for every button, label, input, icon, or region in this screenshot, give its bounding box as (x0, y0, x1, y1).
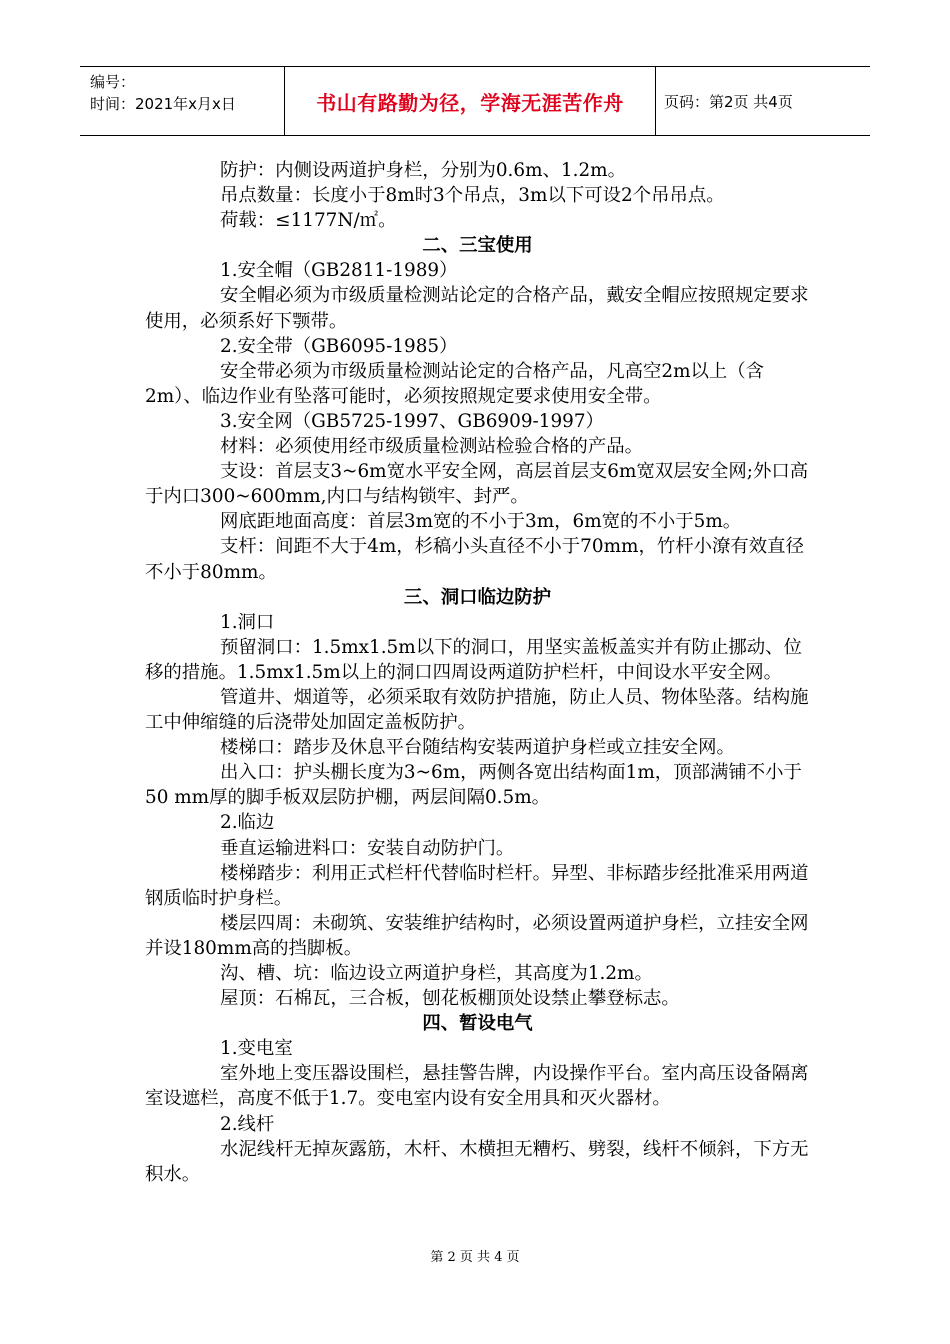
paragraph: 沟、槽、坑：临边设立两道护身栏，其高度为1.2m。 (220, 963, 653, 984)
number-label: 编号： (90, 73, 136, 91)
paragraph: 垂直运输进料口：安装自动防护门。 (220, 837, 515, 859)
paragraph: 2.安全带（GB6095-1985） (220, 335, 458, 357)
paragraph: 楼梯口：踏步及休息平台随结构安装两道护身栏或立挂安全网。 (220, 737, 735, 759)
paragraph: 支设：首层支3~6m宽水平安全网，高层首层支6m宽双层安全网;外口高于内口300~600mm,内口与结构锁牢、封严。 (145, 461, 809, 508)
paragraph: 水泥线杆无掉灰露筋，木杆、木横担无糟朽、劈裂，线杆不倾斜，下方无积水。 (145, 1138, 809, 1185)
header-motto: 书山有路勤为径，学海无涯苦作舟 (284, 67, 656, 135)
paragraph: 预留洞口：1.5mx1.5m以下的洞口，用坚实盖板盖实并有防止挪动、位移的措施。1.5mx1.5m以上的洞口四周设两道防护栏杆，中间设水平安全网。 (145, 636, 802, 683)
paragraph: 荷载：≤1177N/㎡。 (220, 210, 397, 232)
paragraph: 网底距地面高度：首层3m宽的不小于3m，6m宽的不小于5m。 (220, 511, 742, 533)
paragraph: 2.临边 (220, 812, 275, 834)
document-body (145, 158, 810, 1187)
paragraph: 安全带必须为市级质量检测站论定的合格产品，凡高空2m以上（含2m）、临边作业有坠落可能时，必须按照规定要求使用安全带。 (145, 360, 765, 407)
header-page-info: 页码：第2页 共4页 (664, 92, 793, 111)
section-heading: 二、三宝使用 (422, 235, 533, 257)
paragraph: 支杆：间距不大于4m，杉稿小头直径不小于70mm，竹杆小潦有效直径不小于80mm。 (145, 536, 804, 583)
paragraph: 材料：必须使用经市级质量检测站检验合格的产品。 (220, 436, 643, 458)
page-header (80, 66, 870, 136)
section-heading: 三、洞口临边防护 (403, 586, 552, 608)
header-meta (80, 67, 284, 135)
paragraph: 管道井、烟道等，必须采取有效防护措施，防止人员、物体坠落。结构施工中伸缩缝的后浇带处加固定盖板防护。 (145, 686, 809, 734)
paragraph: 吊点数量：长度小于8m时3个吊点，3m以下可设2个吊吊点。 (220, 185, 725, 207)
paragraph: 屋顶：石棉瓦，三合板，刨花板棚顶处设禁止攀登标志。 (220, 988, 680, 1010)
paragraph: 安全帽必须为市级质量检测站论定的合格产品，戴安全帽应按照规定要求使用，必须系好下颚带。 (145, 285, 809, 332)
paragraph: 1.安全帽（GB2811-1989） (220, 260, 458, 282)
paragraph: 楼层四周：未砌筑、安装维护结构时，必须设置两道护身栏，立挂安全网并设180mm高的挡脚板。 (145, 912, 809, 959)
page-footer: 第 2 页 共 4 页 (430, 1250, 520, 1265)
paragraph: 防护：内侧设两道护身栏，分别为0.6m、1.2m。 (220, 160, 627, 181)
section-heading: 四、暂设电气 (422, 1013, 533, 1035)
paragraph: 3.安全网（GB5725-1997、GB6909-1997） (220, 410, 604, 432)
paragraph: 1.洞口 (220, 611, 275, 633)
paragraph: 2.线杆 (220, 1113, 275, 1135)
paragraph: 出入口：护头棚长度为3~6m，两侧各宽出结构面1m，顶部满铺不小于50 mm厚的脚手板双层防护棚，两层间隔0.5m。 (145, 762, 802, 809)
paragraph: 室外地上变压器设围栏，悬挂警告牌，内设操作平台。室内高压设备隔离室设遮栏，高度不低于1.7。变电室内设有安全用具和灭火器材。 (145, 1063, 809, 1110)
date-line: 时间：2021年x月x日 (90, 95, 236, 113)
paragraph: 1.变电室 (220, 1038, 293, 1060)
paragraph: 楼梯踏步：利用正式栏杆代替临时栏杆。异型、非标踏步经批准采用两道钢质临时护身栏。 (145, 862, 809, 909)
